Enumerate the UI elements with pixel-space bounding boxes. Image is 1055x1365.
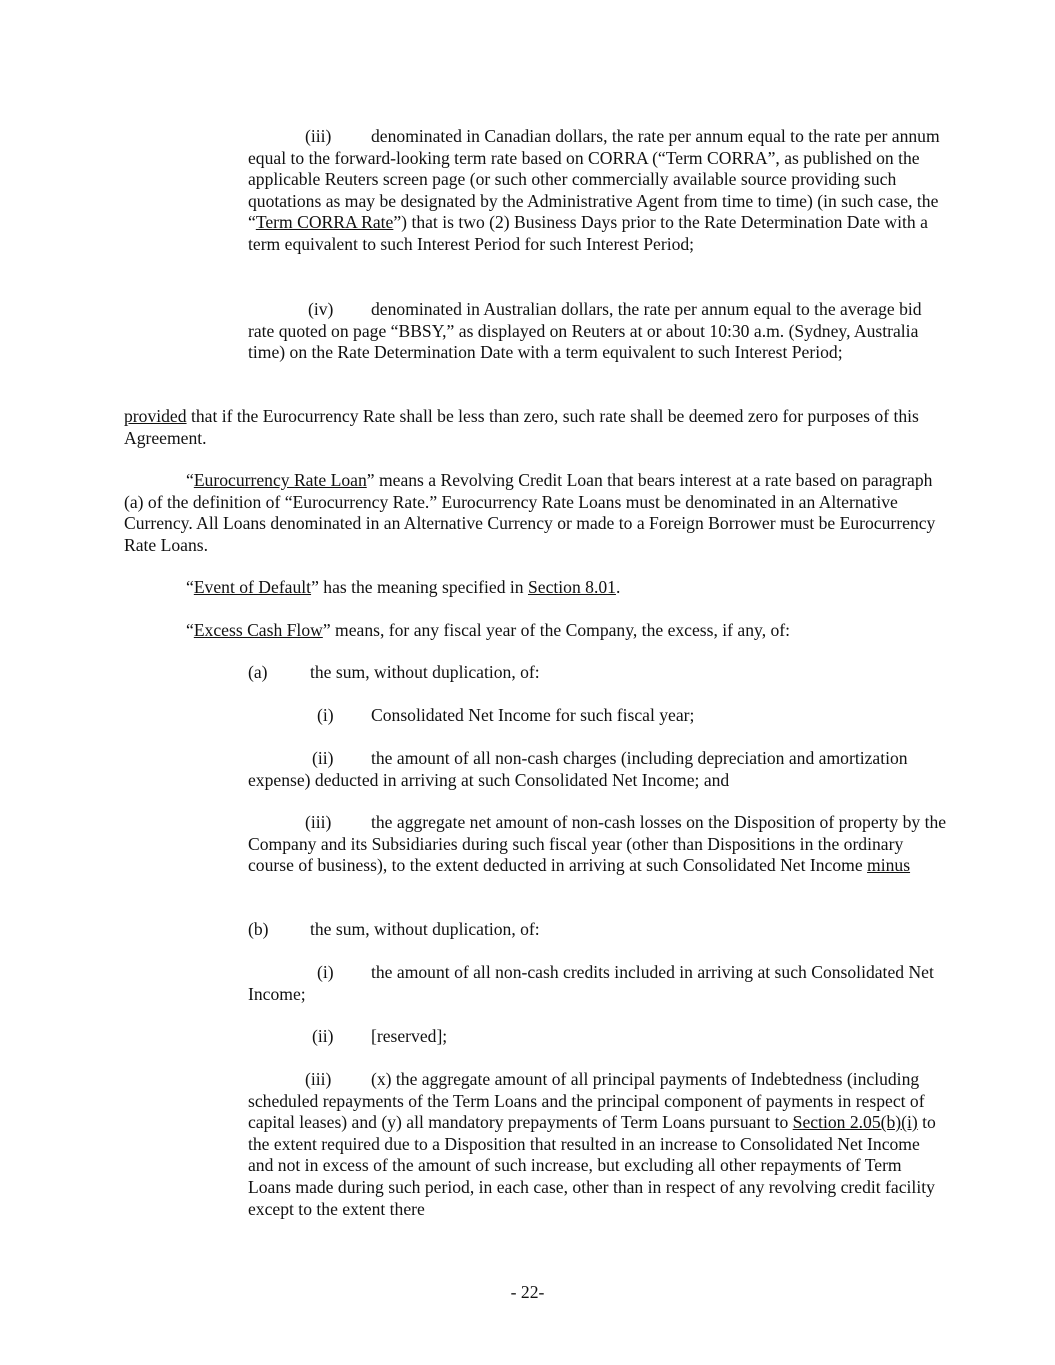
clause-label: (iii) (305, 1069, 332, 1089)
defined-term-provided: provided (124, 406, 187, 426)
clause-label: (ii) (312, 748, 334, 768)
clause-b: (b) the sum, without duplication, of: (248, 919, 540, 939)
clause-b-iii: (iii) (x) the aggregate amount of all principal payments of Indebtedness (including scheduled repayments of the Term Loans and the principal component of payments in respect of capital leases) and (y) all mandatory prepayments of Term Loans pursuant to Section 2.05(b)(i) to the extent required due to a Disposition that resulted in an increase to Consolidated Net Income and not in excess of the amount of such increase, but excluding all other repayments of Term Loans made during such period, in each case, other than in respect of any revolving credit facility except to the extent there (248, 1069, 936, 1219)
clause-label: (iii) (305, 812, 332, 832)
clause-label: (iii) (305, 126, 332, 146)
section-reference: Section 2.05(b)(i) (792, 1112, 918, 1133)
clause-label: (i) (317, 962, 334, 982)
clause-label: (ii) (312, 1026, 334, 1046)
page-number: - 22- (510, 1282, 545, 1302)
clause-label: (b) (248, 919, 269, 939)
clause-label: (a) (248, 662, 268, 682)
defined-term-excess-cash-flow: Excess Cash Flow (193, 620, 323, 640)
clause-a-iii: (iii) the aggregate net amount of non-cash losses on the Disposition of property by the Company and its Subsidiaries during such fiscal year (other than Dispositions in the ordinary course of business), to the extent deducted in arriving at such Consolidated Net Income minus (248, 812, 947, 876)
defined-term-eurocurrency-rate-loan: Eurocurrency Rate Loan (193, 470, 367, 490)
clause-iii-corra: (iii) denominated in Canadian dollars, the rate per annum equal to the rate per annum equal to the forward-looking term rate based on CORRA (“Term CORRA”, as published on the applicable Reuters screen page (or such other commercially available source providing such quotations as may be designated by the Administrative Agent from time to time) (in such case, the “Term CORRA Rate”) that is two (2) Business Days prior to the Rate Determination Date with a term equivalent to such Interest Period for such Interest Period; (248, 126, 940, 254)
clause-label: (iv) (308, 299, 334, 319)
clause-a-ii: (ii) the amount of all non-cash charges (including depreciation and amortization expense) deducted in arriving at such Consolidated Net Income; and (248, 748, 908, 790)
defined-term-event-of-default: Event of Default (193, 577, 312, 597)
section-reference: Section 8.01 (527, 577, 616, 597)
definition-event-of-default: “Event of Default” has the meaning specified in Section 8.01. (186, 577, 621, 597)
term-minus: minus (867, 855, 911, 876)
clause-iv-bbsy: (iv) denominated in Australian dollars, the rate per annum equal to the average bid rate quoted on page “BBSY,” as displayed on Reuters at or about 10:30 a.m. (Sydney, Australia time) on the Rate Determination Date with a term equivalent to such Interest Period; (248, 299, 922, 363)
clause-label: (i) (317, 705, 334, 725)
clause-b-i: (i) the amount of all non-cash credits included in arriving at such Consolidated Net Income; (248, 962, 934, 1004)
definition-eurocurrency-rate-loan: “Eurocurrency Rate Loan” means a Revolving Credit Loan that bears interest at a rate based on paragraph (a) of the definition of “Eurocurrency Rate.” Eurocurrency Rate Loans must be denominated in an Alternative Currency. All Loans denominated in an Alternative Currency or made to a Foreign Borrower must be Eurocurrency Rate Loans. (124, 470, 936, 555)
defined-term-term-corra-rate: Term CORRA Rate (255, 212, 394, 233)
proviso-paragraph: provided that if the Eurocurrency Rate shall be less than zero, such rate shall be deemed zero for purposes of this Agreement. (124, 406, 919, 448)
clause-a: (a) the sum, without duplication, of: (248, 662, 540, 682)
clause-a-i: (i) Consolidated Net Income for such fiscal year; (317, 705, 695, 725)
definition-excess-cash-flow: “Excess Cash Flow” means, for any fiscal year of the Company, the excess, if any, of: (186, 620, 791, 640)
clause-b-ii: (ii) [reserved]; (312, 1026, 448, 1046)
